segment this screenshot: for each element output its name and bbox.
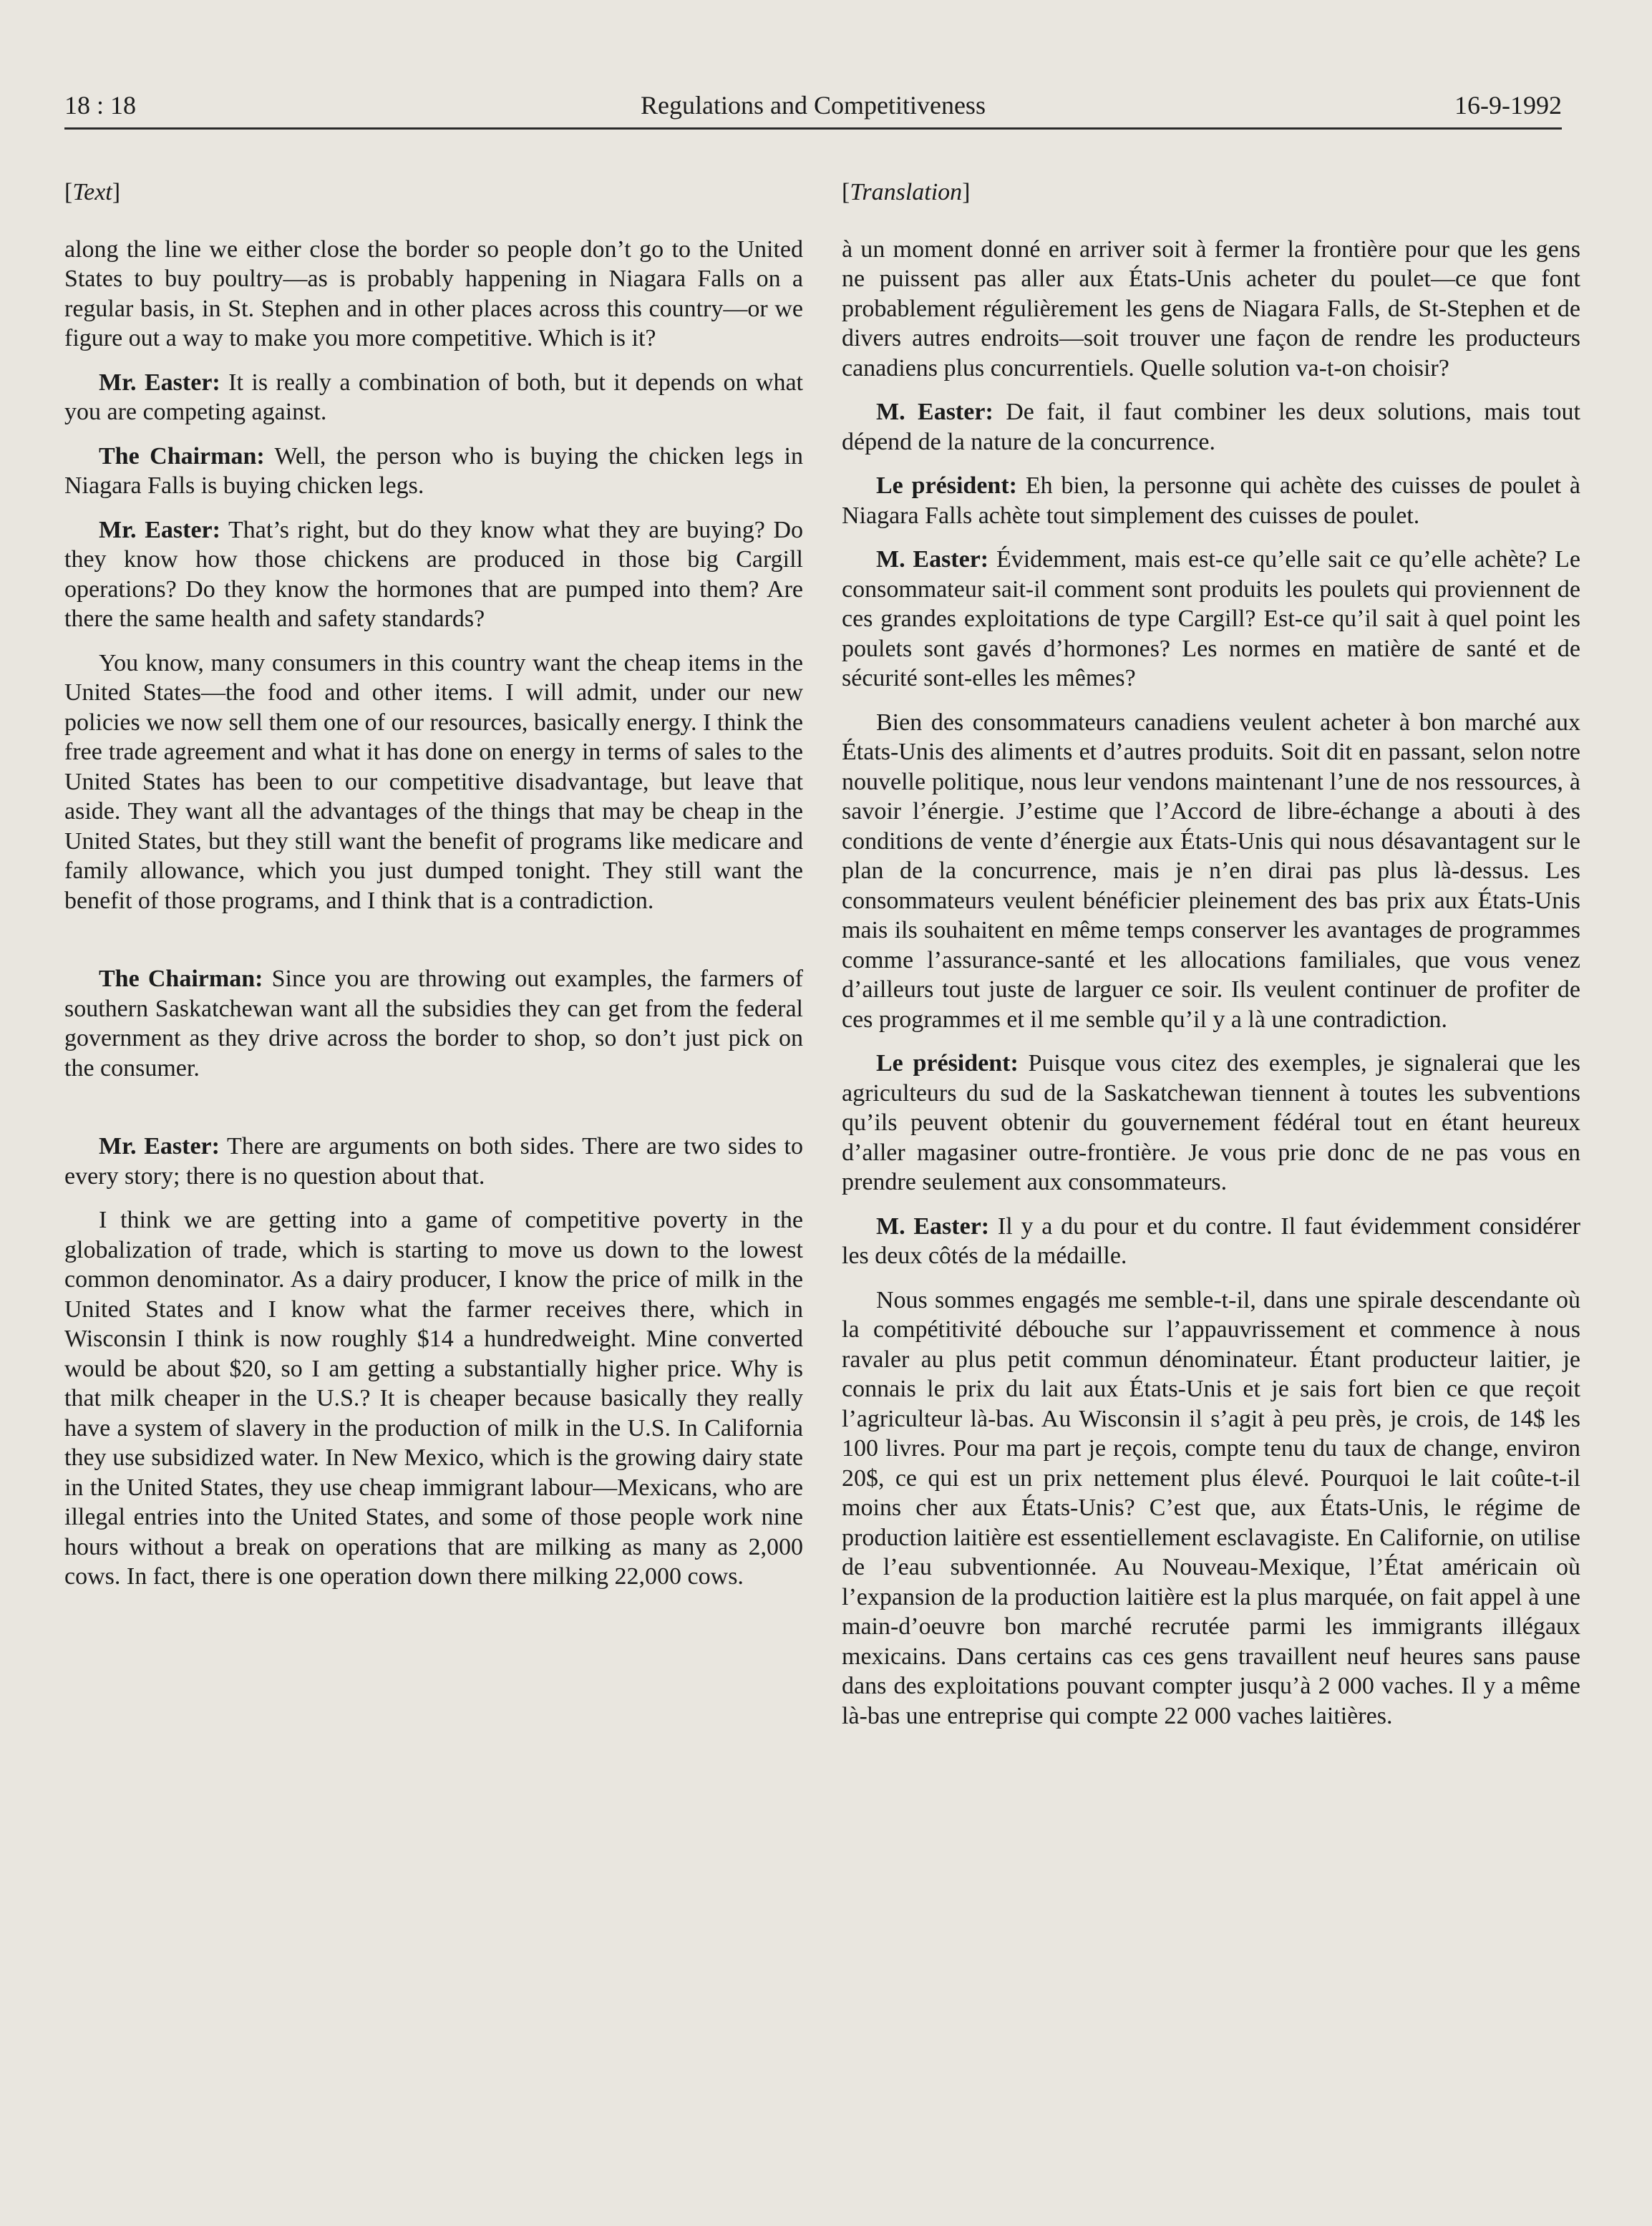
english-column xyxy=(64,178,803,1606)
speaker-name: M. Easter: xyxy=(876,546,989,573)
paragraph: Mr. Easter: That’s right, but do they know what they are buying? Do they know how those chickens are produced in those big Cargill operations? Do they know the hormones that are pumped into them? Are there the same health and safety standards? xyxy=(64,516,804,632)
speaker-name: The Chairman: xyxy=(99,966,263,992)
speaker-name: The Chairman: xyxy=(99,442,265,470)
paragraph: Mr. Easter: It is really a combination of both, but it depends on what you are competing against. xyxy=(64,369,803,425)
speaker-name: Mr. Easter: xyxy=(99,369,220,396)
paragraph: I think we are getting into a game of competitive poverty in the globalization of trade, which is starting to move us down to the lowest common denominator. As a dairy producer, I know the price of milk in the United States and I know what the farmer receives there, which in Wisconsin I think is now roughly $14 a hundredweight. Mine converted would be about $20, so I am getting a substantially higher price. Why is that milk cheaper in the U.S.? It is cheaper because basically they really have a system of slavery in the production of milk in the U.S. In California they use subsidized water. In New Mexico, which is the growing dairy state in the United States, they use cheap immigrant labour—Mexicans, who are illegal entries into the United States, and some of those people work nine hours without a break on operations that are milking as many as 2,000 cows. In fact, there is one operation down there milking 22,000 cows. xyxy=(64,1207,803,1590)
page-number: 18 : 18 xyxy=(64,91,137,120)
paragraph: M. Easter: Évidemment, mais est-ce qu’elle sait ce qu’elle achète? Le consommateur sait-il comment sont produits les poulets qui proviennent de ces grandes exploitations de type Cargill? Est-ce qu’il sait à quel point les poulets sont gavés d’hormones? Les normes en matière de santé et de sécurité sont-elles les mêmes? xyxy=(842,546,1581,691)
paragraph: The Chairman: Well, the person who is buying the chicken legs in Niagara Falls is buying chicken legs. xyxy=(64,442,803,499)
speaker-name: Le président: xyxy=(876,472,1017,499)
speaker-name: M. Easter: xyxy=(876,1212,990,1240)
speaker-name: Mr. Easter: xyxy=(99,1133,220,1160)
paragraph: Nous sommes engagés me semble-t-il, dans une spirale descendante où la compétitivité débouche sur l’appauvrissement et commence à nous ravaler au plus petit commun dénominateur. Étant producteur laitier, je connais le prix du lait aux États-Unis et je sais fort bien ce que reçoit l’agriculteur là-bas. Au Wisconsin il s’agit à peu près, je crois, de 14$ les 100 livres. Pour ma part je reçois, compte tenu du taux de change, environ 20$, ce qui est un prix nettement plus élevé. Pourquoi le lait coûte-t-il moins cher aux États-Unis? C’est que, aux États-Unis, le régime de production laitière est essentiellement esclavagiste. En Californie, on utilise de l’eau subventionnée. Au Nouveau-Mexique, l’État américain où l’expansion de la production laitière est la plus marquée, on fait appel à une main-d’oeuvre bon marché recrutée parmi les immigrants illégaux mexicains. Dans certains cas ces gens travaillent neuf heures sans pause dans des exploitations pouvant compter jusqu’à 2 000 vaches. Il y a même là-bas une entreprise qui compte 22 000 vaches laitières. xyxy=(842,1286,1580,1729)
paragraph: M. Easter: De fait, il faut combiner les deux solutions, mais tout dépend de la nature de la concurrence. xyxy=(842,399,1580,455)
speaker-name: Mr. Easter: xyxy=(99,516,220,543)
column-heading-translation: [Translation] xyxy=(842,179,971,205)
column-heading-text: [Text] xyxy=(64,179,121,205)
paragraph: along the line we either close the border so people don’t go to the United States to buy poultry—as is probably happening in Niagara Falls on a regular basis, in St. Stephen and in other places across this country—or we figure out a way to make you more competitive. Which is it? xyxy=(64,235,803,351)
paragraph: M. Easter: Il y a du pour et du contre. Il faut évidemment considérer les deux côtés de la médaille. xyxy=(842,1212,1581,1269)
paragraph: Le président: Puisque vous citez des exemples, je signalerai que les agriculteurs du sud de la Saskatchewan tiennent à toutes les subventions qu’ils peuvent obtenir du gouvernement fédéral tout en étant heureux d’aller magasiner outre-frontière. Je vous prie donc de ne pas vous en prendre seulement aux consommateurs. xyxy=(842,1050,1580,1195)
paragraph: The Chairman: Since you are throwing out examples, the farmers of southern Saskatchewan want all the subsidies they can get from the federal government as they drive across the border to shop, so don’t just pick on the consumer. xyxy=(64,966,804,1082)
paragraph: à un moment donné en arriver soit à fermer la frontière pour que les gens ne puissent pas aller aux États-Unis acheter du poulet—ce que font probablement régulièrement les gens de Niagara Falls, de St-Stephen et de divers autres endroits—soit trouver une façon de rendre les producteurs canadiens plus concurrentiels. Quelle solution va-t-on choisir? xyxy=(842,235,1580,381)
page-header xyxy=(64,84,1562,130)
paragraph: Bien des consommateurs canadiens veulent acheter à bon marché aux États-Unis des aliments et d’autres produits. Soit dit en passant, selon notre nouvelle politique, nous leur vendons maintenant l’une de nos ressources, à savoir l’énergie. J’estime que l’Accord de libre-échange a abouti à des conditions de vente d’énergie aux États-Unis qui nous désavantagent sur le plan de la concurrence, mais je n’en dirai pas plus là-dessus. Les consommateurs veulent bénéficier pleinement des bas prix aux États-Unis mais ils souhaitent en même temps conserver les avantages de programmes comme l’assurance-santé et les allocations familiales, que vous venez d’ailleurs tout juste de larguer ce soir. Ils veulent continuer de profiter de ces programmes et il me semble qu’il y a là une contradiction. xyxy=(842,709,1580,1033)
paragraph: Mr. Easter: There are arguments on both sides. There are two sides to every story; there is no question about that. xyxy=(64,1133,804,1190)
speaker-name: M. Easter: xyxy=(876,399,993,425)
speaker-name: Le président: xyxy=(876,1050,1019,1076)
french-column xyxy=(842,178,1580,1745)
paragraph: You know, many consumers in this country want the cheap items in the United States—the food and other items. I will admit, under our new policies we now sell them one of our resources, basically energy. I think the free trade agreement and what it has done on energy in terms of sales to the United States has been to our competitive disadvantage, but leave that aside. They want all the advantages of the things that may be cheap in the United States, but they still want the benefit of programs like medicare and family allowance, which you just dumped tonight. They still want the benefit of those programs, and I think that is a contradiction. xyxy=(64,649,803,914)
page-date: 16-9-1992 xyxy=(1454,91,1562,120)
paragraph: Le président: Eh bien, la personne qui achète des cuisses de poulet à Niagara Falls achète tout simplement des cuisses de poulet. xyxy=(842,472,1580,529)
running-title: Regulations and Competitiveness xyxy=(641,91,986,120)
